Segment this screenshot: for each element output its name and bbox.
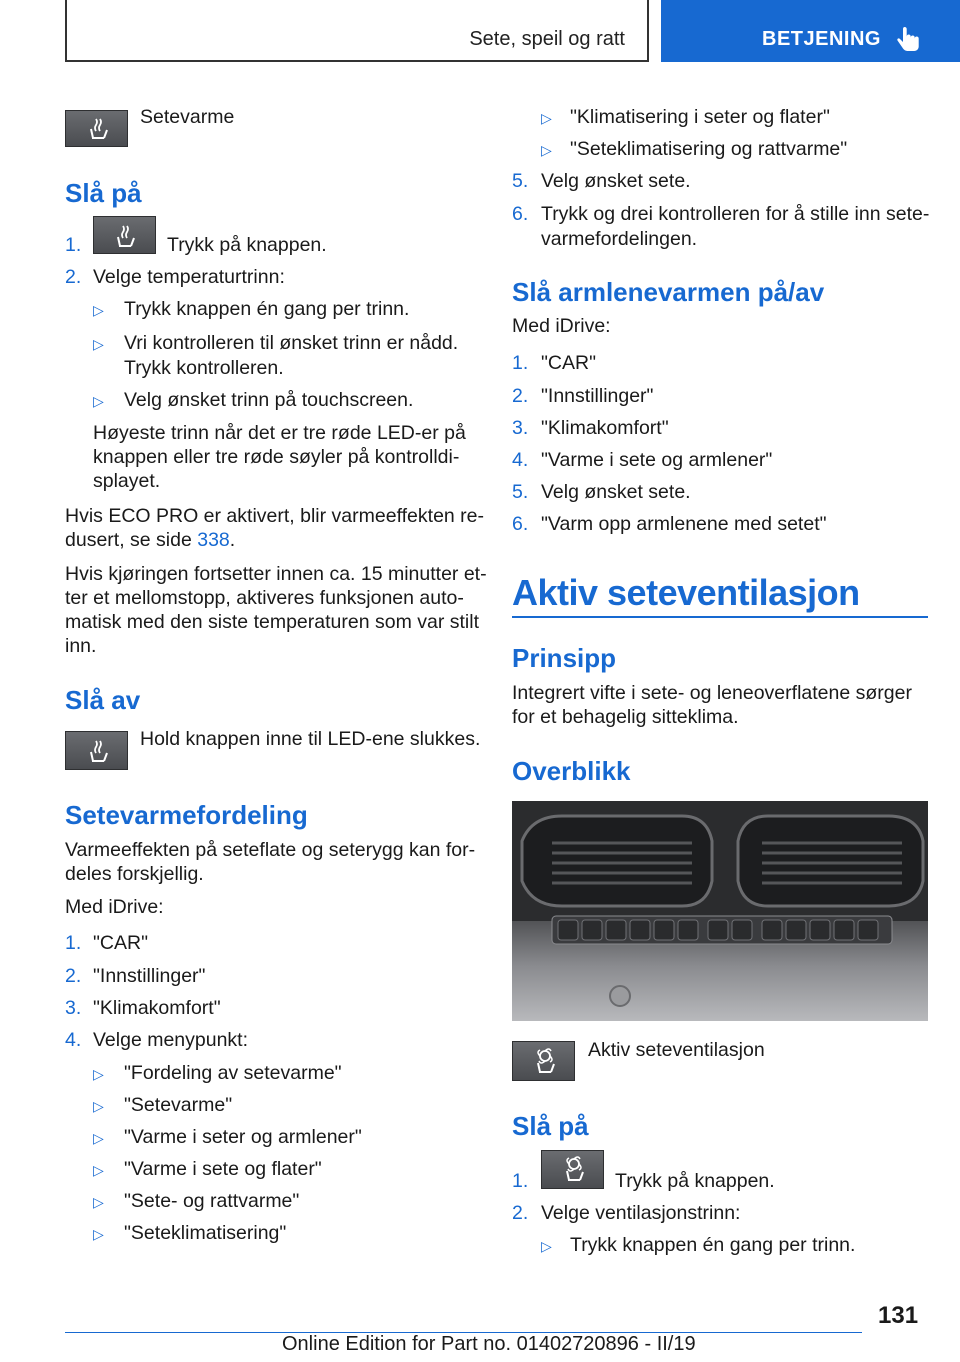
footer-edition: Online Edition for Part no. 01402720896 - II/19 — [282, 1333, 696, 1355]
heading-heat-distribution: Setevarmefordeling — [65, 800, 308, 830]
step-number: 3. — [512, 417, 529, 439]
bullet-triangle-icon: ▷ — [93, 1066, 104, 1082]
step-text: "Varm opp armlenene med setet" — [541, 513, 827, 535]
console-illustration — [512, 801, 928, 1021]
step-text: "CAR" — [541, 352, 597, 374]
step-number: 1. — [512, 352, 529, 374]
step-text: Velge ventilasjonstrinn: — [541, 1202, 741, 1224]
seat-ventilation-button-image — [512, 1041, 575, 1081]
seat-ventilation-icon — [513, 1042, 574, 1080]
bullet-triangle-icon: ▷ — [541, 110, 552, 126]
bullet-text: Vri kontrolleren til ønsket trinn er nådd. — [124, 332, 459, 354]
bullet-text: "Varme i seter og armlener" — [124, 1126, 362, 1148]
note-line: knappen eller tre røde søyler på kontrolldi- — [93, 446, 460, 468]
page-number: 131 — [878, 1302, 919, 1329]
bullet-triangle-icon: ▷ — [93, 393, 104, 409]
bullet-text: "Klimatisering i seter og flater" — [570, 106, 830, 128]
step-text: Trykk på knappen. — [615, 1170, 775, 1192]
bullet-text: "Setevarme" — [124, 1094, 233, 1116]
step-number: 5. — [512, 481, 529, 503]
step-text: "Innstillinger" — [93, 965, 206, 987]
step-text: Trykk på knappen. — [167, 234, 327, 256]
bullet-text: Trykk knappen én gang per trinn. — [570, 1234, 856, 1256]
eco-line-2 — [65, 529, 235, 552]
heading-turn-off: Slå av — [65, 685, 141, 715]
continue-line: matisk med den siste temperaturen som var stilt — [65, 611, 479, 633]
step-number: 1. — [512, 1170, 529, 1192]
seat-heating-button-image — [65, 110, 128, 147]
step-text: "Innstillinger" — [541, 385, 654, 407]
step-number: 5. — [512, 170, 529, 192]
step-number: 6. — [512, 203, 529, 225]
seat-heat-icon — [66, 732, 127, 769]
seat-heat-icon — [94, 217, 155, 253]
step-number: 1. — [65, 234, 82, 256]
heading-turn-on: Slå på — [65, 178, 142, 208]
step-text: Velge menypunkt: — [93, 1029, 249, 1051]
bullet-triangle-icon: ▷ — [541, 1238, 552, 1254]
heading-overview: Overblikk — [512, 756, 631, 786]
bullet-triangle-icon: ▷ — [541, 142, 552, 158]
step-text: Velg ønsket sete. — [541, 481, 691, 503]
step-text: Trykk og drei kontrolleren for å stille inn sete- — [541, 203, 930, 225]
bullet-text: Velg ønsket trinn på touchscreen. — [124, 389, 414, 411]
section-title: Sete, speil og ratt — [469, 28, 625, 50]
idrive-label: Med iDrive: — [512, 315, 611, 337]
bullet-triangle-icon: ▷ — [93, 1098, 104, 1114]
bullet-text: "Seteklimatisering" — [124, 1222, 287, 1244]
heading-principle: Prinsipp — [512, 643, 617, 673]
distribution-text: deles forskjellig. — [65, 863, 204, 885]
bullet-text: Trykk kontrolleren. — [124, 357, 284, 379]
continue-line: ter et mellomstopp, aktiveres funksjonen auto- — [65, 587, 464, 609]
bullet-text: Trykk knappen én gang per trinn. — [124, 298, 410, 320]
note-line: splayet. — [93, 470, 161, 492]
step-number: 2. — [65, 266, 82, 288]
step-number: 2. — [512, 385, 529, 407]
heading-turn-on-ventilation: Slå på — [512, 1111, 589, 1141]
step-text: "Klimakomfort" — [93, 997, 221, 1019]
page-reference-link[interactable]: 338 — [197, 529, 230, 551]
step-number: 3. — [65, 997, 82, 1019]
principle-text: Integrert vifte i sete- og leneoverflatene sørger — [512, 682, 912, 704]
bullet-triangle-icon: ▷ — [93, 302, 104, 318]
step-number: 4. — [512, 449, 529, 471]
step-text: "Klimakomfort" — [541, 417, 669, 439]
step-number: 4. — [65, 1029, 82, 1051]
continue-line: Hvis kjøringen fortsetter innen ca. 15 minutter et- — [65, 563, 487, 585]
bullet-triangle-icon: ▷ — [93, 1226, 104, 1242]
seat-ventilation-icon — [542, 1151, 603, 1188]
distribution-text: Varmeeffekten på seteflate og seterygg kan for- — [65, 839, 476, 861]
pointing-hand-icon — [894, 26, 922, 54]
chapter-title: BETJENING — [762, 28, 881, 50]
step-number: 2. — [512, 1202, 529, 1224]
step-text: Velg ønsket sete. — [541, 170, 691, 192]
heading-armrest-heating: Slå armlenevarmen på/av — [512, 277, 825, 307]
seat-ventilation-button-image — [541, 1150, 604, 1189]
header-section-box — [65, 0, 649, 62]
step-text-cont: varmefordelingen. — [541, 228, 698, 250]
seat-heat-icon — [66, 111, 127, 146]
seat-heating-caption: Setevarme — [140, 106, 235, 128]
principle-text: for et behagelig sitteklima. — [512, 706, 739, 728]
continue-line: inn. — [65, 635, 97, 657]
bullet-triangle-icon: ▷ — [93, 336, 104, 352]
seat-heating-button-image — [65, 731, 128, 770]
heading-active-seat-ventilation: Aktiv seteventilasjon — [512, 572, 860, 613]
console-photo — [512, 801, 928, 1021]
ventilation-caption: Aktiv seteventilasjon — [588, 1039, 765, 1061]
eco-text-end: . — [229, 529, 236, 551]
heading-rule — [512, 616, 928, 618]
step-number: 6. — [512, 513, 529, 535]
step-text: "Varme i sete og armlener" — [541, 449, 773, 471]
turn-off-text: Hold knappen inne til LED-ene slukkes. — [140, 728, 481, 750]
eco-text: dusert, se side — [65, 529, 198, 551]
step-text: Velge temperaturtrinn: — [93, 266, 285, 288]
bullet-text: "Seteklimatisering og rattvarme" — [570, 138, 848, 160]
bullet-triangle-icon: ▷ — [93, 1194, 104, 1210]
bullet-text: "Fordeling av setevarme" — [124, 1062, 342, 1084]
step-number: 1. — [65, 932, 82, 954]
eco-line: Hvis ECO PRO er aktivert, blir varmeeffekten re- — [65, 505, 485, 527]
seat-heating-button-image — [93, 216, 156, 254]
note-line: Høyeste trinn når det er tre røde LED-er på — [93, 422, 466, 444]
step-number: 2. — [65, 965, 82, 987]
step-text: "CAR" — [93, 932, 149, 954]
bullet-text: "Sete- og rattvarme" — [124, 1190, 300, 1212]
bullet-triangle-icon: ▷ — [93, 1162, 104, 1178]
idrive-label: Med iDrive: — [65, 896, 164, 918]
bullet-triangle-icon: ▷ — [93, 1130, 104, 1146]
bullet-text: "Varme i sete og flater" — [124, 1158, 322, 1180]
